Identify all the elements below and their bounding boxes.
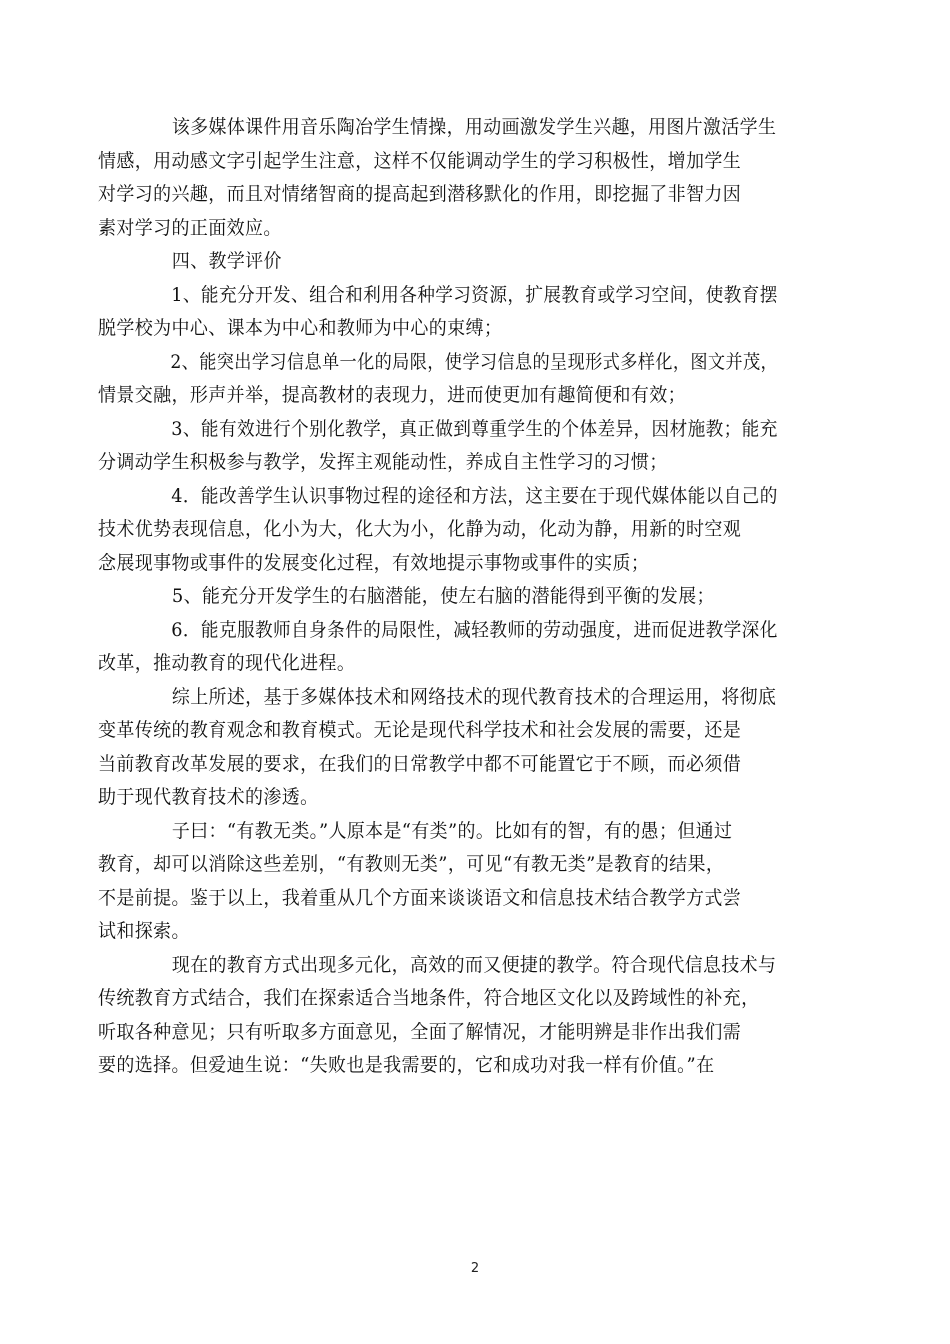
text-line: 技术优势表现信息，化小为大，化大为小，化静为动，化动为静，用新的时空观 xyxy=(98,518,742,540)
list-item xyxy=(98,480,816,581)
page-number: 2 xyxy=(470,1261,480,1276)
text-line: 变革传统的教育观念和教育模式。无论是现代科学技术和社会发展的需要，还是 xyxy=(98,719,742,741)
text-line: 综上所述，基于多媒体技术和网络技术的现代教育技术的合理运用，将彻底 xyxy=(171,685,777,708)
text-line: 2、能突出学习信息单一化的局限，使学习信息的呈现形式多样化，图文并茂， xyxy=(170,350,779,373)
text-line: 情感，用动感文字引起学生注意，这样不仅能调动学生的学习积极性，增加学生 xyxy=(98,149,742,172)
paragraph xyxy=(98,681,816,815)
text-line: 听取各种意见；只有听取多方面意见，全面了解情况，才能明辨是非作出我们需 xyxy=(98,1020,742,1043)
text-line: 念展现事物或事件的发展变化过程，有效地提示事物或事件的实质； xyxy=(98,551,650,574)
text-line: 试和探索。 xyxy=(98,920,190,942)
paragraph xyxy=(98,949,816,1083)
list-item xyxy=(98,614,816,681)
text-line: 6．能克服教师自身条件的局限性，减轻教师的劳动强度，进而促进教学深化 xyxy=(171,618,778,641)
text-line: 分调动学生积极参与教学，发挥主观能动性，养成自主性学习的习惯； xyxy=(98,451,668,473)
list-item xyxy=(98,346,816,413)
text-line: 现在的教育方式出现多元化，高效的而又便捷的教学。符合现代信息技术与 xyxy=(171,953,777,976)
text-line: 1、能充分开发、组合和利用各种学习资源，扩展教育或学习空间，使教育摆 xyxy=(171,283,778,306)
document-body xyxy=(98,111,816,1083)
text-line: 4．能改善学生认识事物过程的途径和方法，这主要在于现代媒体能以自己的 xyxy=(171,484,778,507)
text-line: 当前教育改革发展的要求，在我们的日常教学中都不可能置它于不顾，而必须借 xyxy=(98,752,742,775)
text-line: 传统教育方式结合，我们在探索适合当地条件，符合地区文化以及跨域性的补充， xyxy=(98,987,760,1009)
list-item xyxy=(98,413,816,480)
text-line: 改革，推动教育的现代化进程。 xyxy=(98,652,356,674)
text-line: 不是前提。鉴于以上，我着重从几个方面来谈谈语文和信息技术结合教学方式尝 xyxy=(98,886,742,909)
text-line: 子曰：“有教无类。”人原本是“有类”的。比如有的智，有的愚；但通过 xyxy=(171,819,733,842)
text-line: 3、能有效进行个别化教学，真正做到尊重学生的个体差异，因材施教；能充 xyxy=(171,417,778,440)
list-item xyxy=(136,580,816,614)
paragraph xyxy=(98,111,816,245)
list-item xyxy=(98,279,816,346)
paragraph xyxy=(98,815,816,949)
text-line: 四、教学评价 xyxy=(171,250,282,272)
section-heading xyxy=(136,245,816,279)
text-line: 素对学习的正面效应。 xyxy=(98,216,282,239)
text-line: 5、能充分开发学生的右脑潜能，使左右脑的潜能得到平衡的发展； xyxy=(171,585,715,607)
text-line: 情景交融，形声并举，提高教材的表现力，进而使更加有趣简便和有效； xyxy=(98,384,686,406)
text-line: 脱学校为中心、课本为中心和教师为中心的束缚； xyxy=(98,317,503,339)
text-line: 该多媒体课件用音乐陶冶学生情操，用动画激发学生兴趣，用图片激活学生 xyxy=(171,116,777,138)
text-line: 教育，却可以消除这些差别，“有教则无类”，可见“有教无类”是教育的结果， xyxy=(98,853,725,875)
text-line: 要的选择。但爱迪生说：“失败也是我需要的，它和成功对我一样有价值。”在 xyxy=(98,1054,715,1076)
text-line: 助于现代教育技术的渗透。 xyxy=(98,786,319,808)
text-line: 对学习的兴趣，而且对情绪智商的提高起到潜移默化的作用，即挖掘了非智力因 xyxy=(98,183,742,205)
